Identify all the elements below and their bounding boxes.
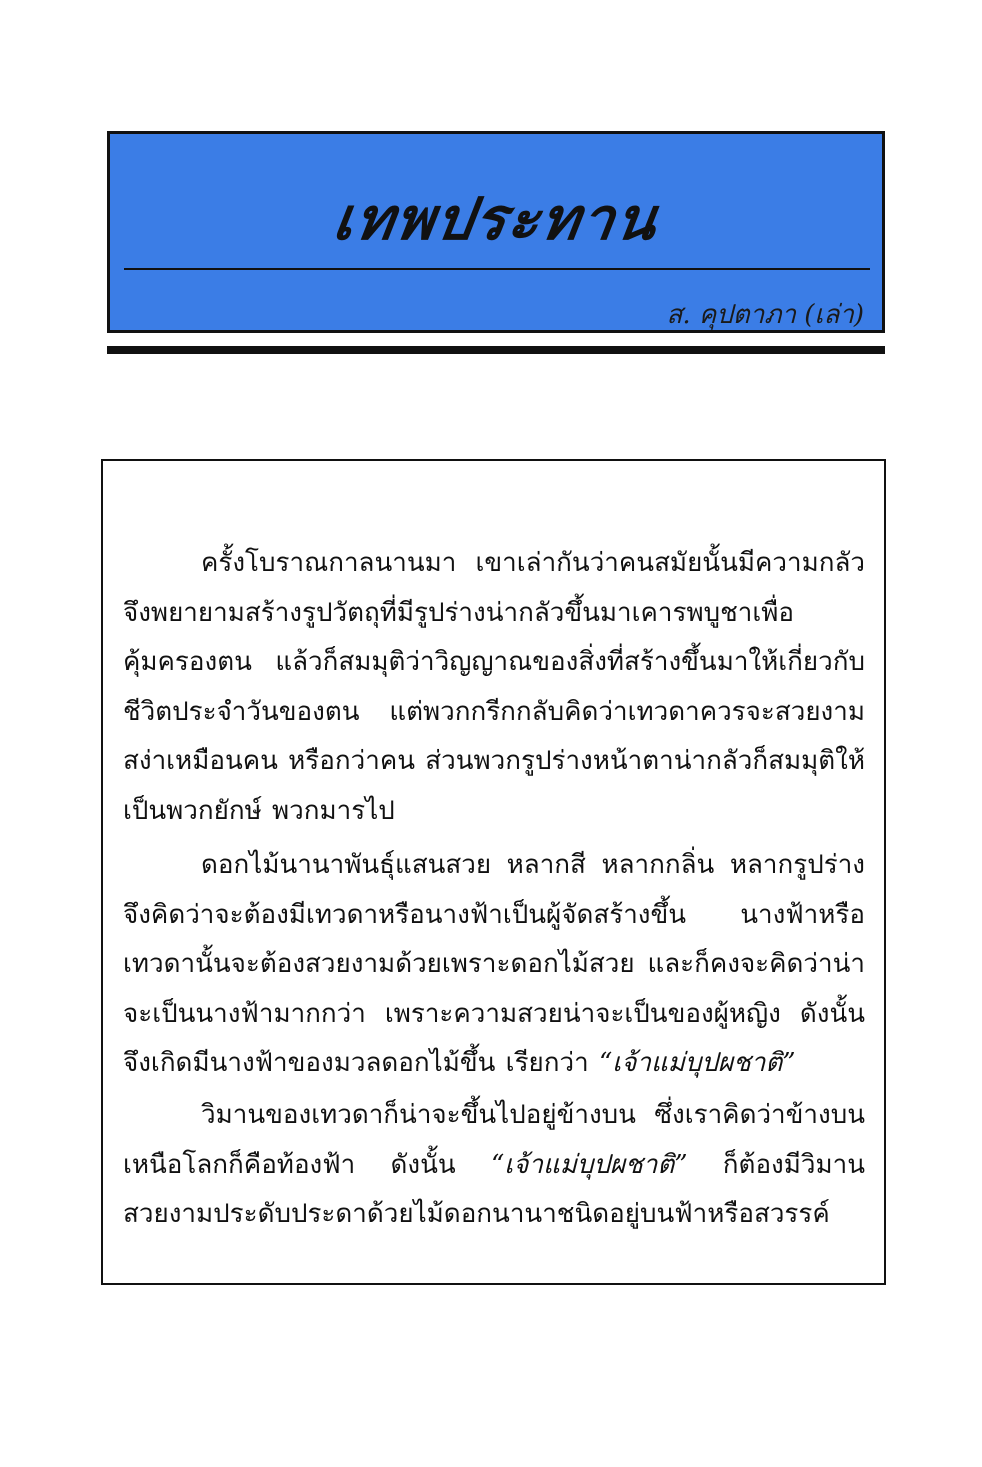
paragraph-3-text-end: ก็ต้องมีวิมานสวยงามประดับประดาด้วยไม้ดอกนานาชนิดอยู่บนฟ้าหรือสวรรค์: [123, 1149, 865, 1229]
paragraph-1: [123, 539, 865, 836]
paragraph-3: [123, 1091, 865, 1240]
banner-divider: [124, 268, 870, 270]
paragraph-1-text: ครั้งโบราณกาลนานมา เขาเล่ากันว่าคนสมัยนั้นมีความกลัว จึงพยายามสร้างรูปวัตถุที่มีรูปร่างน่ากลัวขึ้นมาเคารพบูชาเพื่อคุ้มครองตน แล้วก็สมมุติว่าวิญญาณของสิ่งที่สร้างขึ้นมาให้เกี่ยวกับชีวิตประจำวันของตน แต่พวกกรีกกลับคิดว่าเทวดาควรจะสวยงามสง่าเหมือนคน หรือกว่าคน ส่วนพวกรูปร่างหน้าตาน่ากลัวก็สมมุติให้เป็นพวกยักษ์ พวกมารไป: [123, 548, 865, 826]
quoted-name: “เจ้าแม่บุปผชาติ”: [598, 1048, 796, 1078]
paragraph-2: [123, 841, 865, 1089]
header-underline-bar: [107, 346, 885, 354]
paragraph-2-text: ดอกไม้นานาพันธุ์แสนสวย หลากสี หลากกลิ่น หลากรูปร่าง จึงคิดว่าจะต้องมีเทวดาหรือนางฟ้าเป็นผู้จัดสร้างขึ้น นางฟ้าหรือเทวดานั้นจะต้องสวยงามด้วยเพราะดอกไม้สวย และก็คงจะคิดว่าน่าจะเป็นนางฟ้ามากกว่า เพราะความสวยน่าจะเป็นของผู้หญิง ดังนั้นจึงเกิดมีนางฟ้าของมวลดอกไม้ขึ้น เรียกว่า: [123, 850, 865, 1078]
quoted-name: “เจ้าแม่บุปผชาติ”: [490, 1149, 688, 1180]
title-banner: [107, 131, 885, 333]
page-title: เทพประทาน: [329, 185, 663, 253]
author-credit: ส. คุปตาภา (เล่า): [666, 300, 864, 330]
paragraph-3-text: วิมานของเทวดาก็น่าจะขึ้นไปอยู่ข้างบน ซึ่งเราคิดว่าข้างบนเหนือโลกก็คือท้องฟ้า ดังนั้น: [123, 1100, 865, 1180]
article-text-box: [101, 459, 886, 1285]
